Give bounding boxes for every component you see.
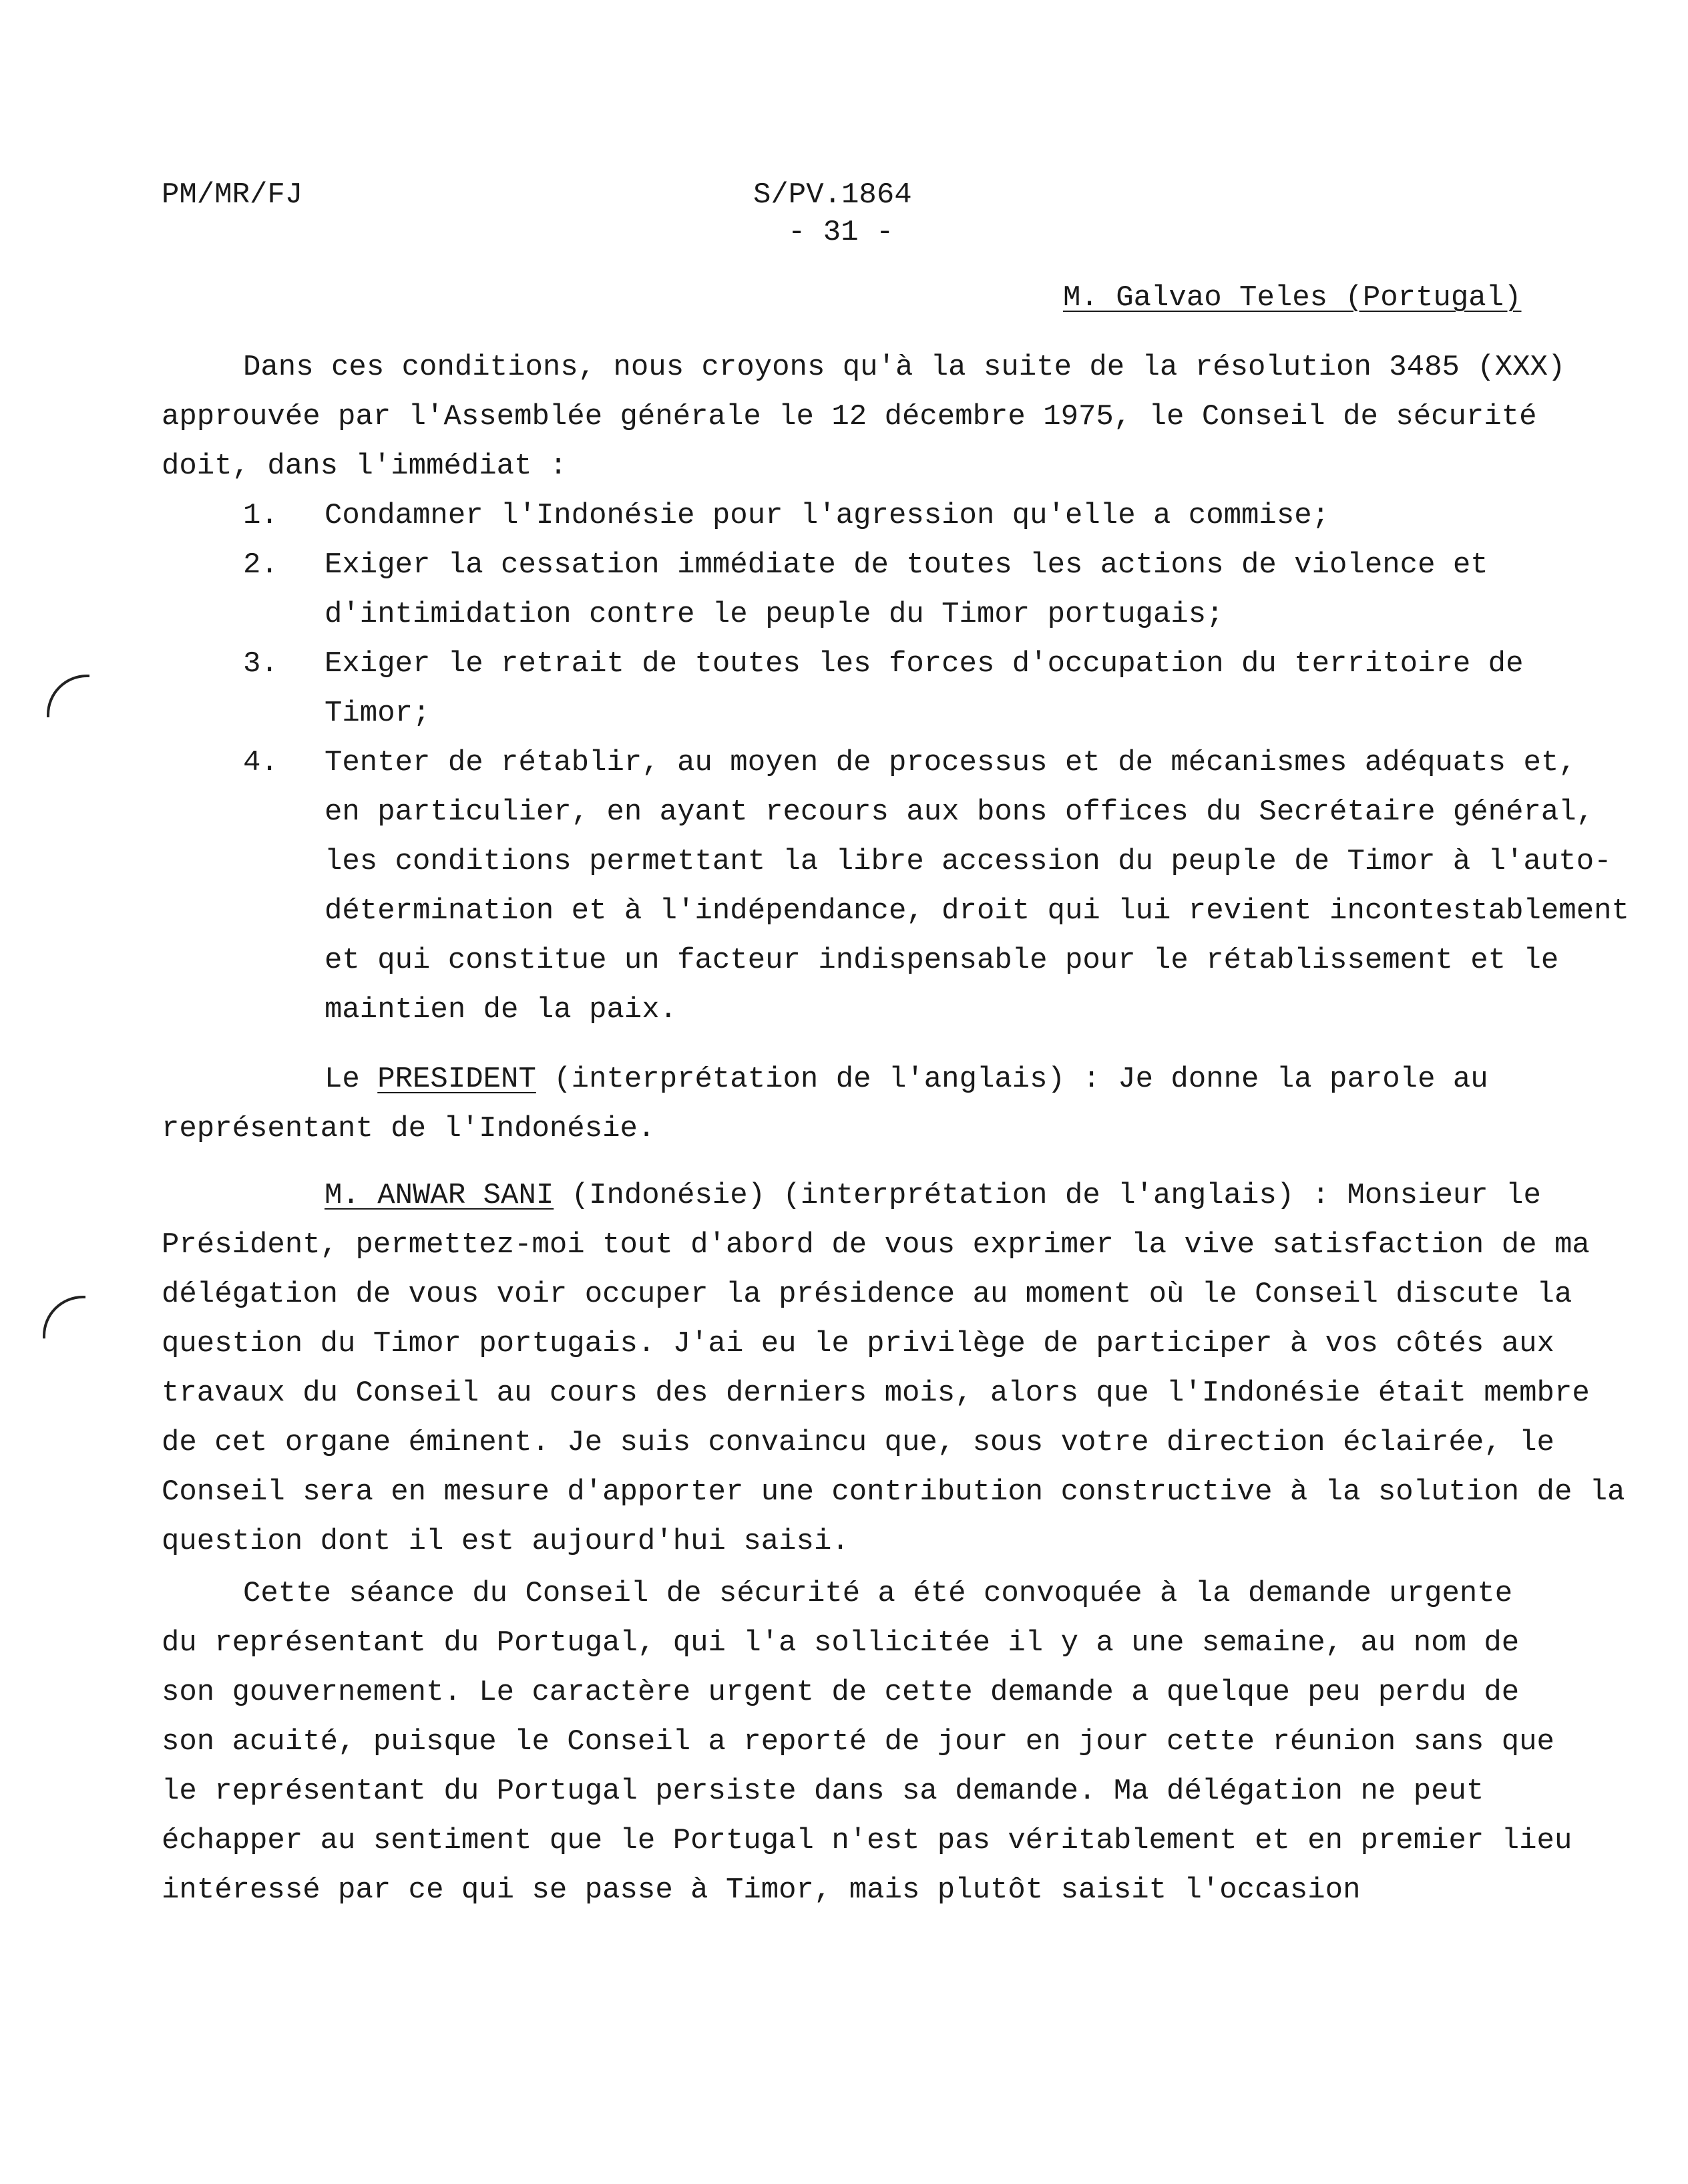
anwar-line: délégation de vous voir occuper la présidence au moment où le Conseil discute la	[162, 1278, 1572, 1311]
punch-hole-mark	[47, 675, 89, 717]
page-number: - 31 -	[788, 216, 894, 249]
list-number: 1.	[243, 499, 278, 532]
intro-line: approuvée par l'Assemblée générale le 12 décembre 1975, le Conseil de sécurité	[162, 400, 1537, 433]
list-item-line: Timor;	[325, 697, 431, 730]
closing-line: son gouvernement. Le caractère urgent de cette demande a quelque peu perdu de	[162, 1676, 1520, 1709]
list-item-line: Tenter de rétablir, au moyen de processus et de mécanismes adéquats et,	[325, 746, 1576, 779]
closing-line: échapper au sentiment que le Portugal n'est pas véritablement et en premier lieu	[162, 1824, 1572, 1857]
president-text: (interprétation de l'anglais) : Je donne la parole au	[536, 1063, 1488, 1096]
anwar-line: travaux du Conseil au cours des derniers mois, alors que l'Indonésie était membre	[162, 1377, 1590, 1410]
president-prefix: Le	[325, 1063, 378, 1096]
closing-line: Cette séance du Conseil de sécurité a été convoquée à la demande urgente	[243, 1577, 1513, 1610]
president-line	[325, 1065, 1488, 1094]
list-number: 2.	[243, 548, 278, 582]
document-symbol: S/PV.1864	[753, 178, 912, 212]
list-item-line: d'intimidation contre le peuple du Timor portugais;	[325, 598, 1224, 631]
speaker-attribution: M. Galvao Teles (Portugal)	[1063, 281, 1522, 315]
anwar-line: question du Timor portugais. J'ai eu le privilège de participer à vos côtés aux	[162, 1327, 1554, 1360]
speaker-name-anwar-sani: M. ANWAR SANI	[325, 1179, 554, 1212]
intro-line: doit, dans l'immédiat :	[162, 449, 568, 483]
anwar-text: (Indonésie) (interprétation de l'anglais) : Monsieur le	[554, 1179, 1541, 1212]
closing-line: le représentant du Portugal persiste dans sa demande. Ma délégation ne peut	[162, 1775, 1484, 1808]
list-item-line: maintien de la paix.	[325, 993, 678, 1027]
president-line: représentant de l'Indonésie.	[162, 1112, 656, 1145]
intro-line: Dans ces conditions, nous croyons qu'à la suite de la résolution 3485 (XXX)	[243, 351, 1566, 384]
closing-line: du représentant du Portugal, qui l'a sollicitée il y a une semaine, au nom de	[162, 1626, 1520, 1660]
punch-hole-mark	[43, 1296, 85, 1338]
anwar-line: question dont il est aujourd'hui saisi.	[162, 1525, 849, 1558]
list-item-line: Condamner l'Indonésie pour l'agression qu'elle a commise;	[325, 499, 1330, 532]
anwar-line: de cet organe éminent. Je suis convaincu que, sous votre direction éclairée, le	[162, 1426, 1554, 1459]
list-item-line: et qui constitue un facteur indispensable pour le rétablissement et le	[325, 944, 1559, 977]
anwar-line: Conseil sera en mesure d'apporter une contribution constructive à la solution de la	[162, 1475, 1625, 1509]
anwar-line	[325, 1181, 1541, 1210]
list-item-line: détermination et à l'indépendance, droit qui lui revient incontestablement	[325, 894, 1629, 928]
closing-line: son acuité, puisque le Conseil a reporté de jour en jour cette réunion sans que	[162, 1725, 1554, 1759]
reference-initials: PM/MR/FJ	[162, 178, 303, 212]
list-item-line: Exiger le retrait de toutes les forces d'occupation du territoire de	[325, 647, 1524, 681]
speaker-name-president: PRESIDENT	[377, 1063, 536, 1096]
list-number: 3.	[243, 647, 278, 681]
list-item-line: Exiger la cessation immédiate de toutes les actions de violence et	[325, 548, 1488, 582]
list-number: 4.	[243, 746, 278, 779]
list-item-line: les conditions permettant la libre accession du peuple de Timor à l'auto-	[325, 845, 1612, 878]
anwar-line: Président, permettez-moi tout d'abord de vous exprimer la vive satisfaction de ma	[162, 1228, 1590, 1262]
closing-line: intéressé par ce qui se passe à Timor, mais plutôt saisit l'occasion	[162, 1873, 1361, 1907]
list-item-line: en particulier, en ayant recours aux bons offices du Secrétaire général,	[325, 795, 1595, 829]
